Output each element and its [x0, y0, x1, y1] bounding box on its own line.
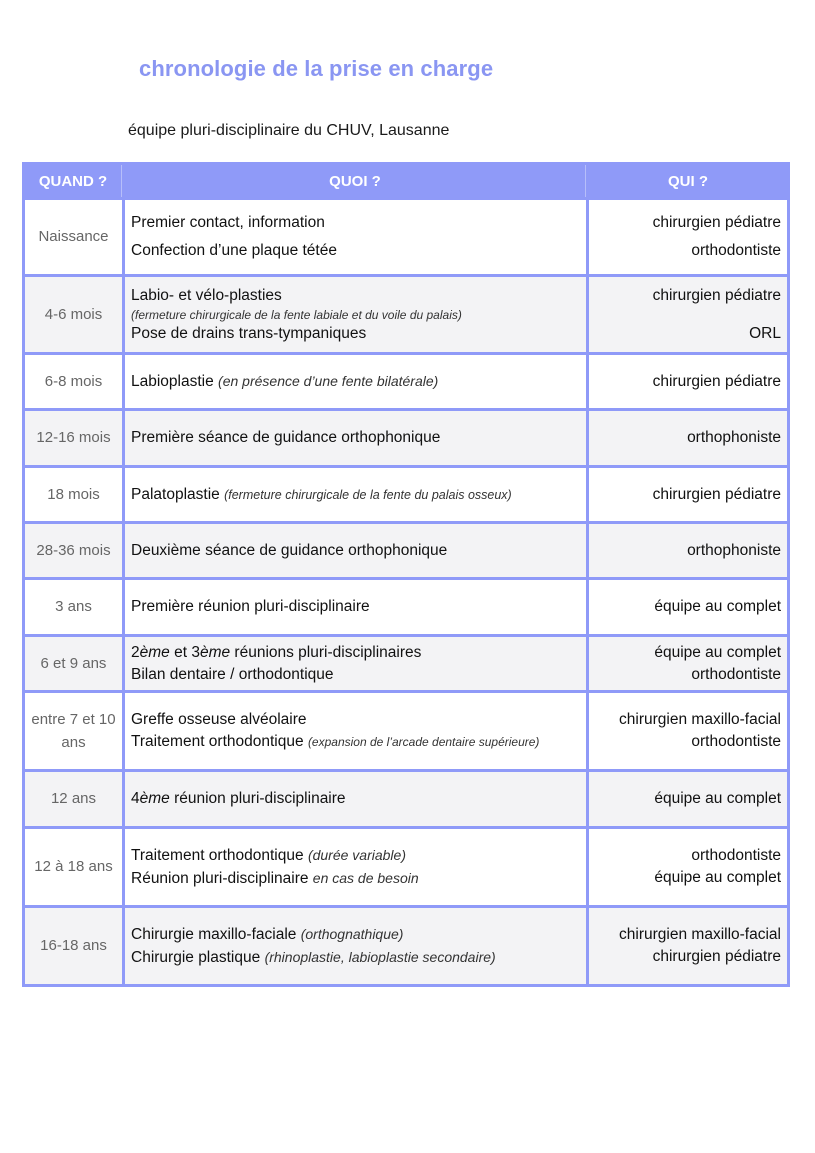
what-line: Labio- et vélo-plasties — [131, 286, 282, 304]
row-what — [125, 200, 586, 274]
row-when: 4-6 mois — [25, 277, 122, 352]
row-who — [589, 580, 787, 634]
row-when: 12 ans — [25, 772, 122, 826]
table-row — [25, 772, 787, 826]
row-when: 16-18 ans — [25, 908, 122, 984]
schedule-table — [22, 162, 790, 987]
row-what — [125, 637, 586, 690]
row-when: 12-16 mois — [25, 411, 122, 465]
what-suffix: ème — [199, 643, 231, 661]
row-who — [589, 200, 787, 274]
row-when: 18 mois — [25, 468, 122, 521]
table-row — [25, 277, 787, 352]
row-who — [589, 829, 787, 905]
row-when: 3 ans — [25, 580, 122, 634]
what-line: 2 — [131, 643, 140, 661]
row-what — [125, 468, 586, 521]
what-line: Labioplastie — [131, 373, 214, 390]
page-subtitle: équipe pluri-disciplinaire du CHUV, Lausanne — [128, 122, 450, 139]
row-what — [125, 355, 586, 408]
what-line: Palatoplastie — [131, 485, 220, 503]
row-who — [589, 524, 787, 577]
what-note: (durée variable) — [307, 847, 406, 863]
row-who — [589, 908, 787, 984]
who-line: ORL — [749, 324, 781, 342]
row-what — [125, 277, 586, 352]
table-row — [25, 468, 787, 521]
row-what — [125, 524, 586, 577]
table-row — [25, 693, 787, 769]
row-who — [589, 355, 787, 408]
row-when: 6-8 mois — [25, 355, 122, 408]
who-line: chirurgien pédiatre — [652, 214, 781, 231]
table-row — [25, 829, 787, 905]
who-line: chirurgien maxillo-facial — [619, 926, 781, 943]
row-who — [589, 637, 787, 690]
what-line: Greffe osseuse alvéolaire — [131, 711, 307, 728]
what-line: 4 — [131, 790, 140, 807]
row-what — [125, 411, 586, 465]
row-what — [125, 829, 586, 905]
row-what — [125, 908, 586, 984]
who-line: orthodontiste — [691, 847, 781, 864]
table-row — [25, 355, 787, 408]
what-note: (fermeture chirurgicale de la fente du palais osseux) — [224, 487, 512, 502]
table-header — [25, 165, 787, 197]
row-when: 12 à 18 ans — [25, 829, 122, 905]
header-when: QUAND ? — [25, 165, 122, 197]
table-row — [25, 524, 787, 577]
who-line: orthophoniste — [687, 429, 781, 446]
table-row — [25, 200, 787, 274]
who-line: chirurgien pédiatre — [652, 485, 781, 503]
row-what — [125, 693, 586, 769]
header-who: QUI ? — [589, 165, 787, 197]
row-what — [125, 772, 586, 826]
row-when: 28-36 mois — [25, 524, 122, 577]
table-row — [25, 637, 787, 690]
row-who — [589, 468, 787, 521]
who-line: orthophoniste — [687, 541, 781, 559]
what-line: Deuxième séance de guidance orthophonique — [131, 541, 448, 559]
table-row — [25, 411, 787, 465]
what-suffix: ème — [139, 643, 170, 661]
what-note: (expansion de l’arcade dentaire supérieure) — [307, 735, 540, 749]
what-line: Pose de drains trans-tympaniques — [131, 324, 367, 342]
what-line: réunions pluri-disciplinaires — [230, 643, 422, 661]
who-line: équipe au complet — [654, 643, 781, 661]
who-line: orthodontiste — [691, 733, 781, 750]
what-line: Première réunion pluri-disciplinaire — [131, 598, 370, 615]
what-line: Chirurgie maxillo-faciale — [131, 926, 297, 943]
page-title: chronologie de la prise en charge — [139, 56, 494, 81]
what-suffix: ème — [139, 790, 170, 807]
what-line: et 3 — [169, 643, 200, 661]
row-who — [589, 411, 787, 465]
row-when: Naissance — [25, 200, 122, 274]
row-who — [589, 693, 787, 769]
what-note: en cas de besoin — [312, 870, 419, 886]
who-line: chirurgien maxillo-facial — [619, 711, 781, 728]
what-note: (en présence d’une fente bilatérale) — [218, 373, 439, 389]
what-line: Première séance de guidance orthophonique — [131, 429, 441, 446]
what-line: Bilan dentaire / orthodontique — [131, 665, 334, 683]
who-line: orthodontiste — [691, 665, 781, 683]
row-who — [589, 277, 787, 352]
table-row — [25, 908, 787, 984]
who-line: équipe au complet — [654, 790, 781, 807]
what-line: Traitement orthodontique — [131, 733, 304, 750]
who-line: chirurgien pédiatre — [652, 286, 781, 304]
who-line: chirurgien pédiatre — [652, 948, 781, 965]
who-line: équipe au complet — [654, 598, 781, 615]
row-who — [589, 772, 787, 826]
header-what: QUOI ? — [125, 165, 586, 197]
what-line: réunion pluri-disciplinaire — [169, 790, 346, 807]
who-line: équipe au complet — [654, 869, 781, 886]
table-row — [25, 580, 787, 634]
row-when: entre 7 et 10 ans — [25, 693, 122, 769]
row-what — [125, 580, 586, 634]
what-line: Confection d’une plaque tétée — [131, 242, 337, 259]
what-line: Réunion pluri-disciplinaire — [131, 870, 309, 887]
who-line: chirurgien pédiatre — [652, 372, 781, 390]
what-line: Chirurgie plastique — [131, 949, 261, 966]
what-line: Traitement orthodontique — [131, 847, 304, 864]
what-note: (rhinoplastie, labioplastie secondaire) — [264, 949, 496, 965]
what-note: (orthognathique) — [300, 926, 404, 942]
row-when: 6 et 9 ans — [25, 637, 122, 690]
who-line: orthodontiste — [691, 242, 781, 259]
what-line: Premier contact, information — [131, 214, 325, 231]
what-note: (fermeture chirurgicale de la fente labiale et du voile du palais) — [131, 307, 462, 322]
